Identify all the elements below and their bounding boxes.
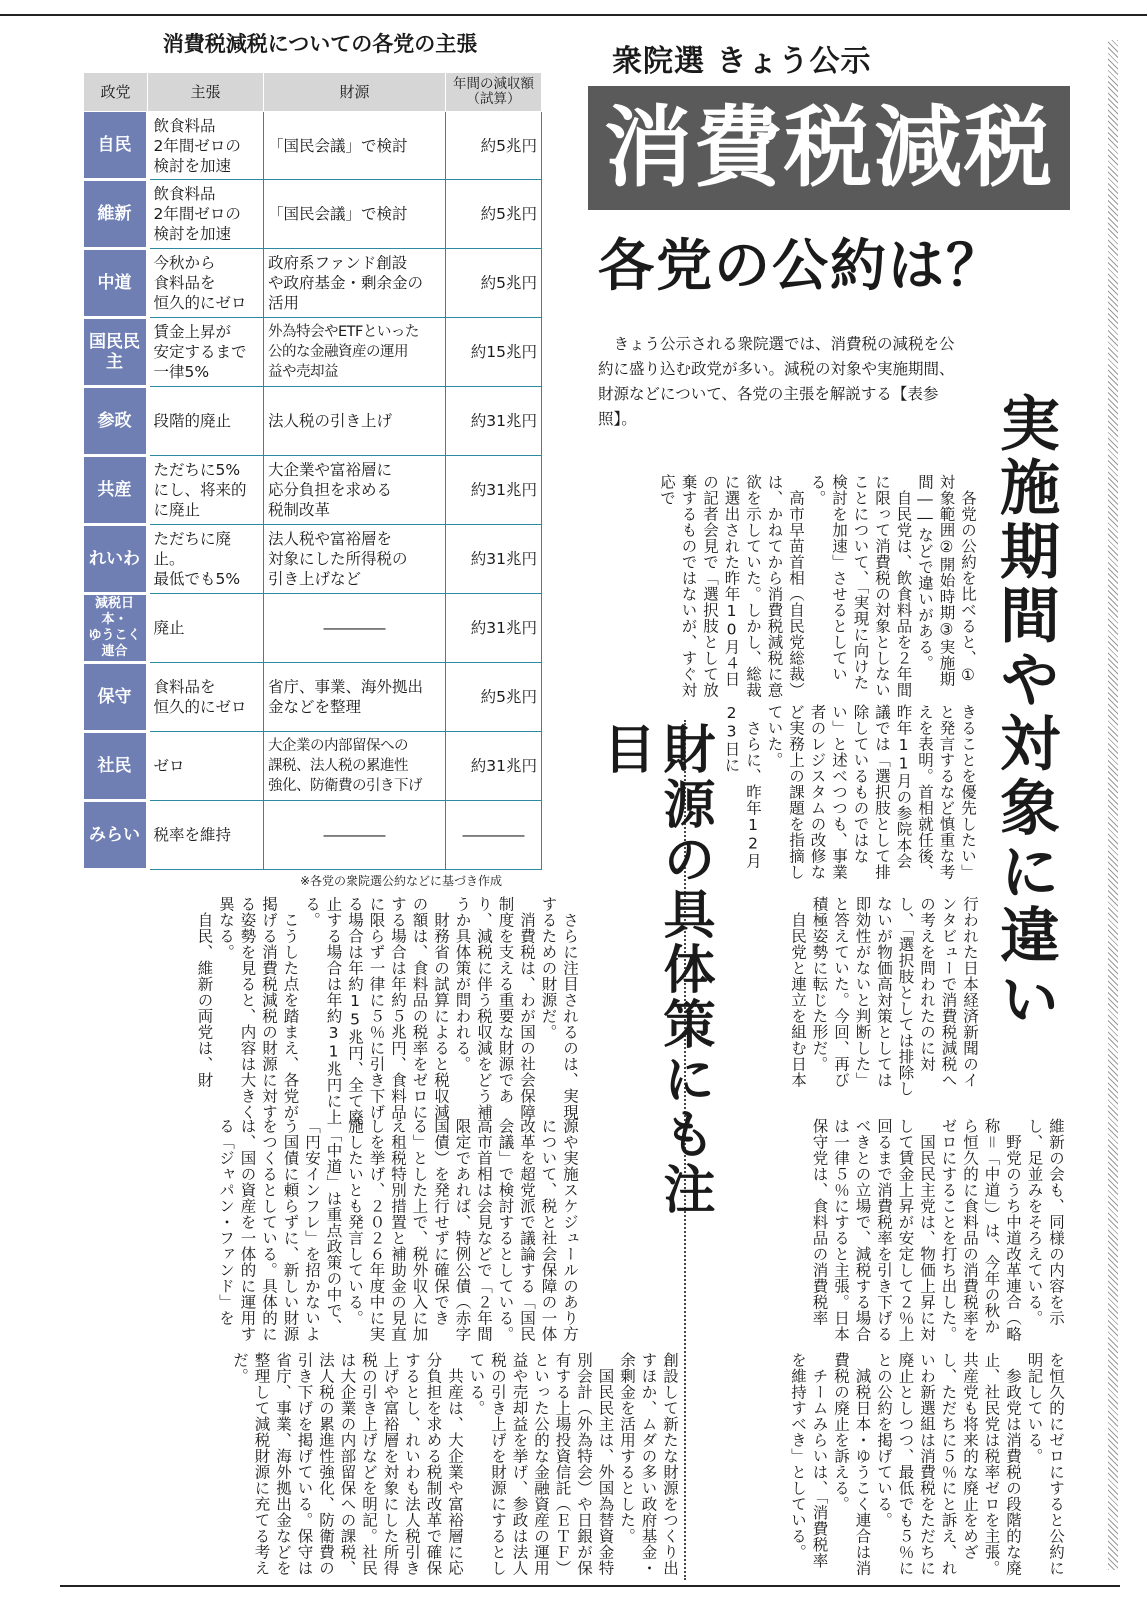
section2-column-3: 創設して新たな財源をつくり出すほか、ムダの多い政府基金・余剰金を活用するとした。 国民民主は、外国為替資金特別会計（外為特会）や日銀が保有する上場投資信託（ＥＴＦ）といった公的な金融資産の運用益や売却益を挙げ、参政は法人税の引き上げを財源にするとしている。 共産は、大企業や富裕層に応分負担を求める税制改革で確保するとし、れいわも法人税引き上げや富裕層を対象にした所得税の引き上げなどを明記。社民は大企業の内部留保への課税、法人税の累進性強化、防衛費の引き下げを掲げている。保守は省庁、事業、海外拠出金などを整理して減税財源に充てる考えだ。 (231, 1352, 679, 1576)
table-header-row (84, 73, 542, 112)
table-row (84, 732, 542, 801)
section1-column-4: 維新の会も、同様の内容を示し、足並みをそろえている。 野党のうち中道改革連合（略称＝「中道」）は、今年の秋から恒久的に食料品の消費税率をゼロにすることを打ち出した。 国民民主党は、物価上昇に対して賃金上昇が安定して２％上回るまで消費税率を引き下げるべきとの立場で、減税する場合は一律５％にすると主張。日本保守党は、食料品の消費税率 (810, 1118, 1065, 1342)
amount-cell: 約5兆円 (446, 112, 542, 180)
source-cell: ―――― (264, 801, 446, 870)
party-cell: 国民民主 (84, 318, 148, 387)
claim-cell: 段階的廃止 (148, 387, 264, 456)
table-row (84, 180, 542, 249)
claim-cell: 飲食料品 2年間ゼロの 検討を加速 (148, 180, 264, 249)
kicker-headline: 衆院選 きょう公示 (612, 44, 872, 79)
header-claim: 主張 (148, 73, 264, 112)
source-cell: 法人税や富裕層を 対象にした所得税の 引き上げなど (264, 525, 446, 594)
table-row (84, 594, 542, 663)
claim-cell: 賃金上昇が 安定するまで 一律5% (148, 318, 264, 387)
table-row (84, 387, 542, 456)
party-cell: 維新 (84, 180, 148, 249)
main-headline: 消費税減税 (603, 96, 1054, 199)
party-cell: 保守 (84, 663, 148, 732)
section1-heading: 実施期間や対象に違い (990, 392, 1060, 1032)
header-amount: 年間の減収額 （試算） (446, 73, 542, 112)
section2-heading: 財源の具体策にも注目 (594, 722, 714, 1217)
claim-cell: ゼロ (148, 732, 264, 801)
table-title: 消費税減税についての各党の主張 (162, 32, 478, 56)
table-footnote: ※各党の衆院選公約などに基づき作成 (300, 874, 503, 888)
table-row (84, 249, 542, 318)
page-bottom-rule (60, 1585, 1120, 1587)
claim-cell: ただちに5% にし、将来的 に廃止 (148, 456, 264, 525)
header-party: 政党 (84, 73, 148, 112)
sub-headline: 各党の公約は？ (598, 234, 1004, 299)
party-cell: 共産 (84, 456, 148, 525)
section1-column-1: 各党の公約を比べると、①対象範囲②開始時期③実施期間――などで違いがある。 自民党は、飲食料品を２年間に限って消費税の対象としないことについて、「実現に向けた検討を加速」させるとしている。 高市早苗首相（自民党総裁）は、かねてから消費税減税に意欲を示していた。しかし、総裁に選出された昨年10月４日の記者会見で「選択肢として放棄するものではないが、すぐ対応で (658, 474, 977, 698)
party-cell: 参政 (84, 387, 148, 456)
party-cell: 中道 (84, 249, 148, 318)
table-row (84, 112, 542, 180)
amount-cell: 約5兆円 (446, 180, 542, 249)
section2-column-2: 源や実施スケジュールのあり方について、税と社会保障の一体改革を超党派で議論する「国民会議」で検討するとしている。高市首相は会見などで「２年間限定であれば、特例公債（赤字国債）を発行せずに確保できる」とした上で、税外収入に加え租税特別措置と補助金の見直しを挙げ、２０２６年度中に実施したいとも発言している。 「中道」は重点政策の中で、「円安インフレ」を招かないよう国債に頼らずに、新しい財源をつくるとしている。具体的には、国の資産を一体的に運用する「ジャパン・ファンド」を (217, 1118, 579, 1342)
claim-cell: 飲食料品 2年間ゼロの 検討を加速 (148, 112, 264, 180)
amount-cell: 約5兆円 (446, 663, 542, 732)
amount-cell: 約5兆円 (446, 249, 542, 318)
header-source: 財源 (264, 73, 446, 112)
lead-paragraph: きょう公示される衆院選では、消費税の減税を公約に盛り込む政党が多い。減税の対象や実施期間、財源などについて、各党の主張を解説する【表参照】。 (598, 335, 955, 428)
amount-cell: 約15兆円 (446, 318, 542, 387)
claim-cell: 廃止 (148, 594, 264, 663)
party-cell: 社民 (84, 732, 148, 801)
section2-column-1: さらに注目されるのは、実現するための財源だ。 消費税は、わが国の社会保障制度を支える重要な財源であり、減税に伴う税収減をどう補うか具体策が問われる。 財務省の試算によると税収減の額は、食料品の税率をゼロにする場合は年約５兆円、食料品に限らず一律に５％に引き下げる場合は年約15兆円、全て廃止する場合は年約31兆円に上る。 こうした点を踏まえ、各党が掲げる消費税減税の財源に対する姿勢を見ると、内容は大きく異なる。 自民、維新の両党は、財 (195, 896, 579, 1125)
main-headline-box (588, 86, 1070, 210)
claim-cell: 食料品を 恒久的にゼロ (148, 663, 264, 732)
source-cell: 省庁、事業、海外拠出 金などを整理 (264, 663, 446, 732)
source-cell: 外為特会やETFといった 公的な金融資産の運用 益や売却益 (264, 318, 446, 387)
amount-cell: 約31兆円 (446, 387, 542, 456)
table-body (84, 112, 542, 870)
source-cell: 大企業の内部留保への 課税、法人税の累進性 強化、防衛費の引き下げ (264, 732, 446, 801)
party-cell: 自民 (84, 112, 148, 180)
claim-cell: ただちに廃止。 最低でも5% (148, 525, 264, 594)
table-row (84, 801, 542, 870)
section1-column-5: を恒久的にゼロにすると公約に明記している。 参政党は消費税の段階的な廃止、社民党は税率ゼロを主張。共産党も将来的な廃止をめざし、ただちに５％にと訴え、れいわ新選組は消費税をただちに廃止としつつ、最低でも５％にとの公約を掲げている。 減税日本・ゆうこく連合は消費税の廃止を訴える。 チームみらいは、「消費税率を維持すべき」としている。 (789, 1352, 1065, 1576)
source-cell: ―――― (264, 594, 446, 663)
section1-column-3: 行われた日本経済新聞のインタビューで消費税減税への考えを問われたのに対し、「選択肢としては排除しないが物価高対策としては即効性がないと判断した」と答えていた。今回、再び積極姿勢に転じた形だ。 自民党と連立を組む日本 (789, 896, 979, 1097)
source-cell: 「国民会議」で検討 (264, 112, 446, 180)
party-cell: れいわ (84, 525, 148, 594)
amount-cell: ―――― (446, 801, 542, 870)
amount-cell: 約31兆円 (446, 456, 542, 525)
source-cell: 政府系ファンド創設 や政府基金・剰余金の 活用 (264, 249, 446, 318)
table-row (84, 663, 542, 732)
source-cell: 「国民会議」で検討 (264, 180, 446, 249)
amount-cell: 約31兆円 (446, 525, 542, 594)
amount-cell: 約31兆円 (446, 594, 542, 663)
section1-column-2: きることを優先したい」と発言するなど慎重な考えを表明。首相就任後、昨年11月の参院本会議では「選択肢として排除しているものではない」と述べつつも、事業者のレジスタムの改修など実務上の課題を指摘していた。 さらに、昨年12月23日に (722, 704, 977, 880)
hatched-margin-stripe (1108, 40, 1118, 1570)
party-positions-table (83, 72, 542, 871)
table-row (84, 318, 542, 387)
table-row (84, 525, 542, 594)
amount-cell: 約31兆円 (446, 732, 542, 801)
claim-cell: 今秋から 食料品を 恒久的にゼロ (148, 249, 264, 318)
source-cell: 法人税の引き上げ (264, 387, 446, 456)
source-cell: 大企業や富裕層に 応分負担を求める 税制改革 (264, 456, 446, 525)
table-row (84, 456, 542, 525)
page-top-rule (0, 0, 1147, 16)
claim-cell: 税率を維持 (148, 801, 264, 870)
party-cell: みらい (84, 801, 148, 870)
party-cell: 減税日本・ ゆうこく連合 (84, 594, 148, 663)
